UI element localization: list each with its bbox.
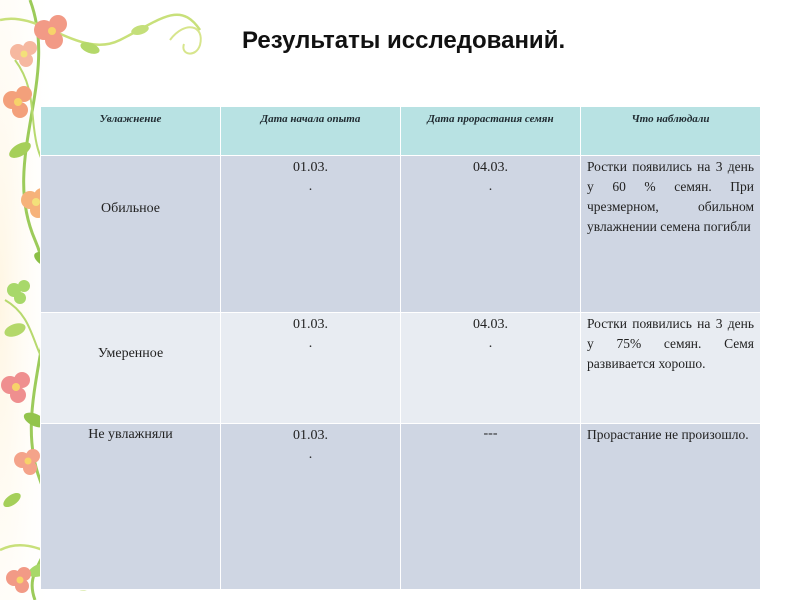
results-table [40, 106, 760, 500]
header-start-date: Дата начала опыта [221, 107, 401, 156]
start-date-value: 01.03. [293, 428, 328, 443]
start-date-value: 01.03. [293, 160, 328, 175]
cell-humidity: Не увлажняли [41, 424, 221, 590]
cell-observation: Прорастание не произошло. [581, 424, 761, 590]
table-header-row [41, 107, 761, 156]
cell-start-date [221, 156, 401, 313]
cell-humidity: Обильное [41, 156, 221, 313]
table-row [41, 156, 761, 313]
sprout-date-value: --- [483, 426, 498, 441]
cell-sprout-date [401, 313, 581, 424]
start-date-dot: . [308, 179, 313, 194]
header-humidity: Увлажнение [41, 107, 221, 156]
start-date-dot: . [308, 447, 313, 462]
table-row [41, 313, 761, 424]
slide-title: Результаты исследований. [242, 27, 566, 54]
sprout-date-value: 04.03. [473, 317, 508, 332]
start-date-dot: . [308, 336, 313, 351]
header-sprout-date: Дата прорастания семян [401, 107, 581, 156]
header-observation: Что наблюдали [581, 107, 761, 156]
table [40, 106, 761, 590]
sprout-date-dot: . [488, 336, 493, 351]
sprout-date-value: 04.03. [473, 160, 508, 175]
sprout-date-dot: . [488, 179, 493, 194]
start-date-value: 01.03. [293, 317, 328, 332]
cell-sprout-date [401, 424, 581, 590]
floral-top-decoration [0, 0, 230, 120]
cell-observation: Ростки появились на 3 день у 75% семян. Семя развивается хорошо. [581, 313, 761, 424]
cell-humidity: Умеренное [41, 313, 221, 424]
table-row [41, 424, 761, 590]
cell-sprout-date [401, 156, 581, 313]
cell-start-date [221, 313, 401, 424]
cell-observation: Ростки появились на 3 день у 60 % семян. При чрезмерном, обильном увлажнении семена погибли [581, 156, 761, 313]
cell-start-date [221, 424, 401, 590]
